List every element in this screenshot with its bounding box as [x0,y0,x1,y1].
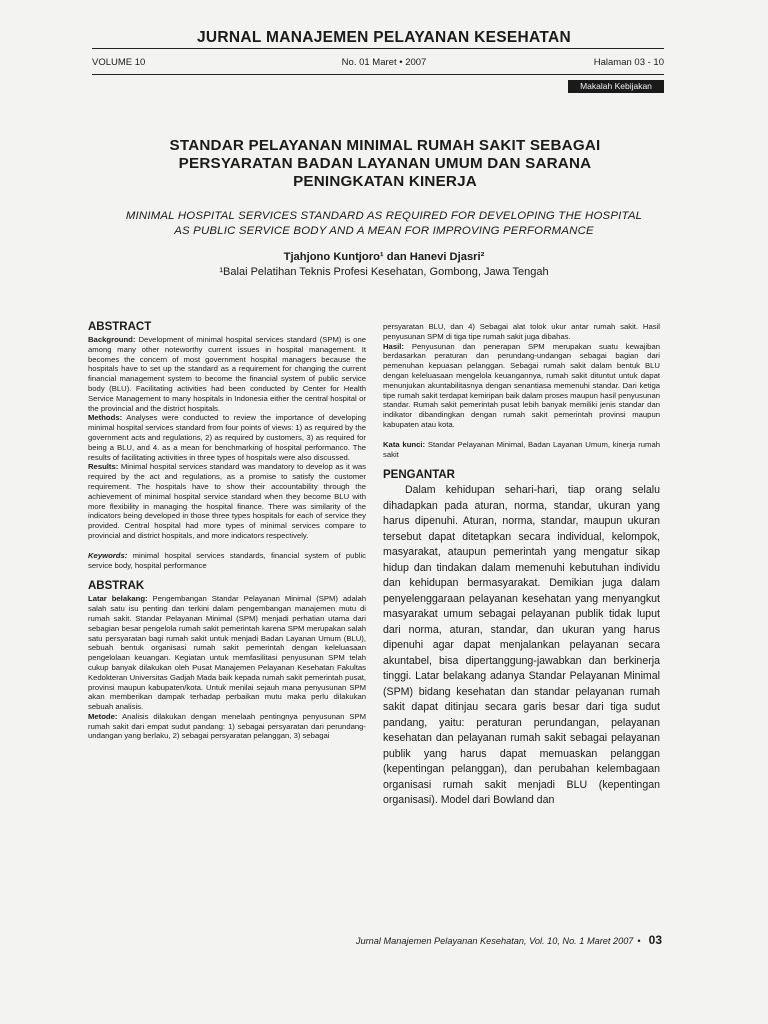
pengantar-body: Dalam kehidupan sehari-hari, tiap orang selalu dihadapkan pada aturan, norma, standar, ukuran yang harus dipenuhi. Aturan, norma, standar, maupun ukuran tersebut dapat ditetapkan secara individual, kelompok, masyarakat, ataupun pemerintah yang mengatur sikap hidup dan tindakan dalam memenuhi kebutuhan individu dan kehidupan bermasyarakat. Demikian juga dalam penyelenggaraan pelayanan kesehatan yang menyangkut masyarakat umum sebagai pelayanan publik tidak luput dari norma, aturan, standar, dan ukuran yang harus dipenuhi agar dapat menjalankan pelayanan secara akuntabel, bisa dipertanggung-jawabkan dan berkinerja tinggi. Latar belakang adanya Standar Pelayanan Minimal (SPM) bidang kesehatan dan standar pelayanan rumah sakit dapat ditinjau secara garis besar dari tiga sudut pandang, yaitu: peraturan perundangan, pelayanan kesehatan dan pelayanan rumah sakit sebagai pelayanan publik yang harus dapat memuaskan pelanggan (kepentingan pelanggan), dan perubahan kelembagaan organisasi rumah sakit menjadi BLU (kepentingan organisasi). Model dari Bowland dan [383,484,660,807]
right-column [383,322,660,809]
abstrak-metode [88,712,366,741]
volume-label: VOLUME 10 [92,57,146,68]
authors: Tjahjono Kuntjoro¹ dan Hanevi Djasri² [283,251,485,263]
title-line: PERSYARATAN BADAN LAYANAN UMUM DAN SARANA [178,155,592,172]
text: Pengembangan Standar Pelayanan Minimal (SPM) adalah salah satu isu penting dan terkini dalam pengembangan manajemen mutu di rumah sakit. Standar Pelayanan Minimal (SPM) menjadi perhatian utama dari sebagian besar pengelola rumah sakit pemerintah karena SPM merupakan salah satu persyaratan bagi rumah sakit untuk menjadi Badan Layanan Umum (BLU), sebuah bentuk organisasi rumah sakit pemerintah dengan keleluasaan pengelolaan keuangan. Kegiatan untuk memfasilitasi penyusunan SPM telah cukup banyak dilakukan oleh Pusat Manajemen Pelayanan Kesehatan Fakultas Kedokteran Universitas Gadjah Mada baik kepada rumah sakit pemerintah pusat, provinsi maupun kabupaten/kota. Untuk menilai sejauh mana penyusunan SPM akan memberikan dampak terhadap perbaikan mutu maka perlu dilakukan sebuah analisis. [88,594,366,712]
label: Background: [88,335,136,344]
article-subtitle [92,209,676,239]
label: Keywords: [88,550,128,560]
label: Hasil: [383,341,404,351]
abstrak-latar [88,594,366,712]
label: Kata kunci: [383,439,426,449]
footer [300,933,662,947]
text: Analyses were conducted to review the importance of developing minimal hospital services standard from four points of views: 1) as required by the government acts and regulations, 2) as required by customers, 3) as required for being a BLU, and 4. as a mean for benchmarking of hospital performanco. The results of facilitating activities in three types of hospitals were also discussed. [88,413,367,462]
abstrak-hasil [383,342,660,430]
text: Analisis dilakukan dengan menelaah pentingnya penyusunan SPM rumah sakit dari empat sudut pandang: 1) sebagai persyaratan dari perundang-undangan yang berlaku, 2) sebagai persyaratan pelanggan, 3) sebagai [88,711,366,741]
title-line: PENINGKATAN KINERJA [293,173,477,190]
meta-rule [92,74,664,75]
abstract-heading: ABSTRACT [88,321,152,333]
article-title [90,137,680,191]
subtitle-line: AS PUBLIC SERVICE BODY AND A MEAN FOR IMPROVING PERFORMANCE [174,225,594,237]
label: Methods: [88,413,123,423]
abstract-background [88,335,366,413]
label: Metode: [88,711,118,721]
subtitle-line: MINIMAL HOSPITAL SERVICES STANDARD AS REQUIRED FOR DEVELOPING THE HOSPITAL [125,210,643,222]
text: Development of minimal hospital services standard (SPM) is one among many other noteworthy current issues in hospital management. It becomes the concern of most government hospital managers because the hospitals have to set up the standard as a requirement for changing the current financial management system to become the financial system of public service body (BLU). Facilitating activities had been conducted by Center for Health Service Management to many hospitals in Indonesia either the central hospital or the provincial and the district hospitals. [88,335,366,413]
issue-label: No. 01 Maret • 2007 [341,57,427,68]
text: minimal hospital services standards, financial system of public service body, hospital performance [88,550,366,570]
label: Results: [88,462,119,472]
affiliation: ¹Balai Pelatihan Teknis Profesi Kesehatan, Gombong, Jawa Tengah [219,266,549,278]
title-line: STANDAR PELAYANAN MINIMAL RUMAH SAKIT SEBAGAI [169,137,601,154]
abstrak-kata-kunci [383,440,660,460]
left-column [88,321,366,741]
text: Penyusunan dan penerapan SPM merupakan suatu kewajiban berdasarkan peraturan dan perundang-undangan sebagai bagian dari pemenuhan kepuasan pelanggan. Sebagai rumah sakit dalam bentuk BLU dengan keleluasaan mengelola keuangannya, rumah sakit dituntut untuk dapat menunjukan akuntabilitasnya dengan senantiasa memenuhi standar. Dari ketiga tipe rumah sakit terdapat kemiripan baik dalam proses maupun hasil penyusunan standar. Rumah sakit pemerintah pusat lebih banyak memiliki jenis standar dan indikator dibandingkan dengan rumah sakit pemerintah provinsi maupun kabupaten atau kota. [383,341,660,429]
page-number: 03 [648,933,662,947]
journal-title: JURNAL MANAJEMEN PELAYANAN KESEHATAN [197,29,571,46]
text: Minimal hospital services standard was mandatory to develop as it was required by the act and regulations, as a promise to satisfy the customer requirement. The hospitals have to show their accountability through the achievement of minimal hospital service standard when they become BLU with more flexibility in managing the hospital finance. There was similarity of the indicators being developed in those three types hospitals for each of service they provided. Central hospital had more types of minimal services compare to provincial and district hospitals, and more indicators respectively. [88,462,366,540]
article-type-badge: Makalah Kebijakan [568,80,664,93]
footer-citation: Jurnal Manajemen Pelayanan Kesehatan, Vol. 10, No. 1 Maret 2007 [355,936,634,946]
pages-label: Halaman 03 - 10 [593,57,664,68]
abstrak-heading: ABSTRAK [88,580,145,593]
abstrak-continuation: persyaratan BLU, dan 4) Sebagai alat tolok ukur antar rumah sakit. Hasil penyusunan SPM di tiga tipe rumah sakit juga dibahas. [383,322,660,341]
text: Standar Pelayanan Minimal, Badan Layanan Umum, kinerja rumah sakit [383,439,661,459]
abstract-methods [88,413,366,462]
pengantar-heading: PENGANTAR [383,469,455,482]
footer-bullet: • [637,936,641,946]
abstract-results [88,462,366,540]
abstract-keywords [88,551,366,571]
header-rule [92,48,664,49]
label: Latar belakang: [88,594,148,604]
